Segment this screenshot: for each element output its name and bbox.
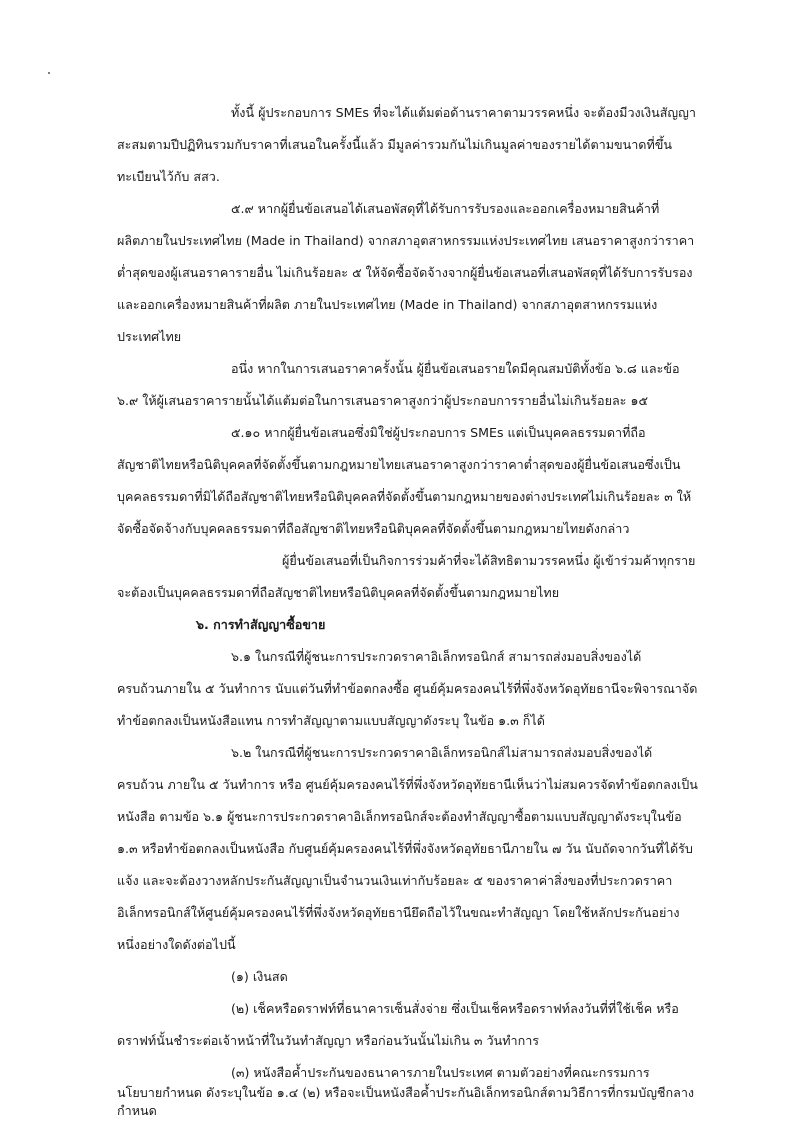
paragraph-line: นโยบายกำหนด ดังระบุในข้อ ๑.๔ (๒) หรือจะเป็นหนังสือค้ำประกันอิเล็กทรอนิกส์ตามวิธีการที่กรมบัญชีกลาง [117,1085,695,1100]
paragraph-line: ทำข้อตกลงเป็นหนังสือแทน การทำสัญญาตามแบบสัญญาดังระบุ ในข้อ ๑.๓ ก็ได้ [117,713,545,728]
clause-5-9-heading: ๕.๙ หากผู้ยื่นข้อเสนอได้เสนอพัสดุที่ได้รับการรับรองและออกเครื่องหมายสินค้าที่ [231,201,660,216]
paragraph-line: บุคคลธรรมดาที่มิได้ถือสัญชาติไทยหรือนิติบุคคลที่จัดตั้งขึ้นตามกฎหมายของต่างประเทศไม่เกินร้อยละ ๓ ให้ [117,489,692,504]
paragraph-line: ทะเบียนไว้กับ สสว. [117,169,220,184]
paragraph-line: หนึ่งอย่างใดดังต่อไปนี้ [117,937,236,952]
scan-speck [48,72,50,74]
paragraph-line: ครบถ้วนภายใน ๕ วันทำการ นับแต่วันที่ทำข้อตกลงซื้อ ศูนย์คุ้มครองคนไร้ที่พึ่งจังหวัดอุทัยธานีจะพิจารณาจัด [117,681,698,696]
paragraph-line: กำหนด [117,1103,157,1118]
list-item-3: (๓) หนังสือค้ำประกันของธนาคารภายในประเทศ ตามตัวอย่างที่คณะกรรมการ [231,1065,650,1080]
paragraph-line: ผู้ยื่นข้อเสนอที่เป็นกิจการร่วมค้าที่จะได้สิทธิตามวรรคหนึ่ง ผู้เข้าร่วมค้าทุกราย [282,553,696,568]
paragraph-line: สะสมตามปีปฏิทินรวมกับราคาที่เสนอในครั้งนี้แล้ว มีมูลค่ารวมกันไม่เกินมูลค่าของรายได้ตามขนาดที่ขึ้น [117,137,672,152]
clause-5-10-heading: ๕.๑๐ หากผู้ยื่นข้อเสนอซึ่งมิใช่ผู้ประกอบการ SMEs แต่เป็นบุคคลธรรมดาที่ถือ [231,425,646,440]
paragraph-line: ผลิตภายในประเทศไทย (Made in Thailand) จากสภาอุตสาหกรรมแห่งประเทศไทย เสนอราคาสูงกว่าราคา [117,233,695,248]
paragraph-line: ๑.๓ หรือทำข้อตกลงเป็นหนังสือ กับศูนย์คุ้มครองคนไร้ที่พึ่งจังหวัดอุทัยธานีภายใน ๗ วัน นับถัดจากวันที่ได้รับ [117,841,693,856]
paragraph-line: ต่ำสุดของผู้เสนอราคารายอื่น ไม่เกินร้อยละ ๕ ให้จัดซื้อจัดจ้างจากผู้ยื่นข้อเสนอที่เสนอพัสดุที่ได้รับการรับรอง [117,265,693,280]
section-6-heading: ๖. การทำสัญญาซื้อขาย [196,617,326,632]
paragraph-line: สัญชาติไทยหรือนิติบุคคลที่จัดตั้งขึ้นตามกฎหมายไทยเสนอราคาสูงกว่าราคาต่ำสุดของผู้ยื่นข้อเสนอซึ่งเป็น [117,457,681,472]
paragraph-line: ๖.๙ ให้ผู้เสนอราคารายนั้นได้แต้มต่อในการเสนอราคาสูงกว่าผู้ประกอบการรายอื่นไม่เกินร้อยละ ๑๕ [117,393,648,408]
paragraph-line: อนึ่ง หากในการเสนอราคาครั้งนั้น ผู้ยื่นข้อเสนอรายใดมีคุณสมบัติทั้งข้อ ๖.๘ และข้อ [231,361,680,376]
paragraph-line: และออกเครื่องหมายสินค้าที่ผลิต ภายในประเทศไทย (Made in Thailand) จากสภาอุตสาหกรรมแห่ง [117,297,658,312]
paragraph-line: ดราฟท์นั้นชำระต่อเจ้าหน้าที่ในวันทำสัญญา หรือก่อนวันนั้นไม่เกิน ๓ วันทำการ [117,1033,540,1048]
clause-6-2-heading: ๖.๒ ในกรณีที่ผู้ชนะการประกวดราคาอิเล็กทรอนิกส์ไม่สามารถส่งมอบสิ่งของได้ [231,745,653,760]
paragraph-line: จัดซื้อจัดจ้างกับบุคคลธรรมดาที่ถือสัญชาติไทยหรือนิติบุคคลที่จัดตั้งขึ้นตามกฎหมายไทยดังกล่าว [117,521,630,536]
paragraph-line: แจ้ง และจะต้องวางหลักประกันสัญญาเป็นจำนวนเงินเท่ากับร้อยละ ๕ ของราคาค่าสิ่งของที่ประกวดราคา [117,873,673,888]
paragraph-line: อิเล็กทรอนิกส์ให้ศูนย์คุ้มครองคนไร้ที่พึ่งจังหวัดอุทัยธานียึดถือไว้ในขณะทำสัญญา โดยใช้หลักประกันอย่าง [117,905,680,920]
list-item-1: (๑) เงินสด [231,969,288,984]
list-item-2: (๒) เช็คหรือดราฟท์ที่ธนาคารเซ็นสั่งจ่าย ซึ่งเป็นเช็คหรือดราฟท์ลงวันที่ที่ใช้เช็ค หรือ [231,1001,679,1016]
paragraph-line: จะต้องเป็นบุคคลธรรมดาที่ถือสัญชาติไทยหรือนิติบุคคลที่จัดตั้งขึ้นตามกฎหมายไทย [117,585,560,600]
clause-6-1-heading: ๖.๑ ในกรณีที่ผู้ชนะการประกวดราคาอิเล็กทรอนิกส์ สามารถส่งมอบสิ่งของได้ [231,649,642,664]
paragraph-line: ประเทศไทย [117,329,182,344]
paragraph-line: ครบถ้วน ภายใน ๕ วันทำการ หรือ ศูนย์คุ้มครองคนไร้ที่พึ่งจังหวัดอุทัยธานีเห็นว่าไม่สมควรจัดทำข้อตกลงเป็น [117,777,698,792]
paragraph-line: หนังสือ ตามข้อ ๖.๑ ผู้ชนะการประกวดราคาอิเล็กทรอนิกส์จะต้องทำสัญญาซื้อตามแบบสัญญาดังระบุในข้อ [117,809,682,824]
paragraph-line: ทั้งนี้ ผู้ประกอบการ SMEs ที่จะได้แต้มต่อด้านราคาตามวรรคหนึ่ง จะต้องมีวงเงินสัญญา [231,105,696,120]
